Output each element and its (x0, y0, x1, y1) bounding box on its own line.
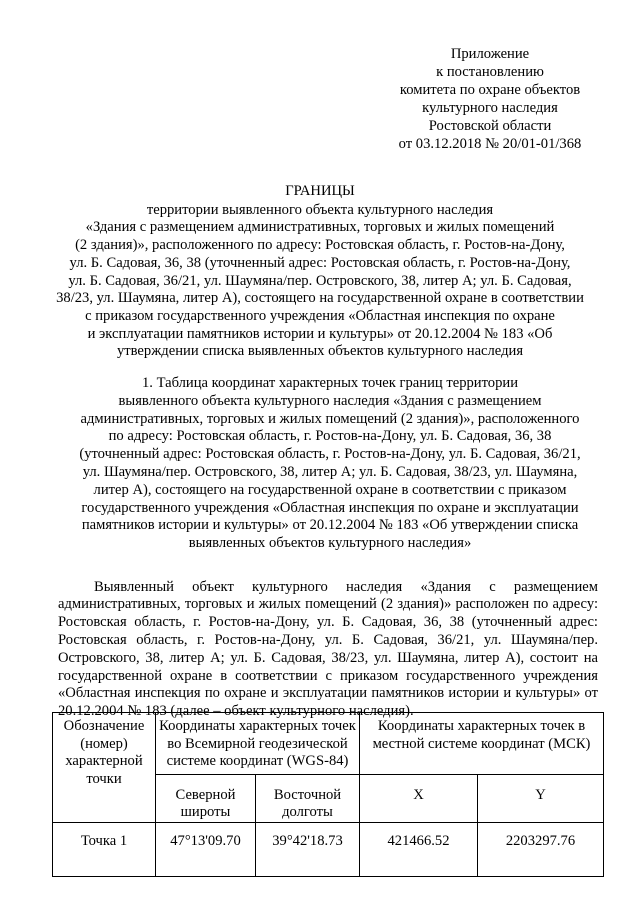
caption-line: административных, торговых и жилых помещений (2 здания)», расположенного (80, 410, 580, 427)
title-line: и эксплуатации памятников истории и культуры» от 20.12.2004 № 183 «Об (87, 325, 553, 342)
title-line: (2 здания)», расположенного по адресу: Ростовская область, г. Ростов-на-Дону, (75, 237, 565, 254)
caption-line: выявленного объекта культурного наследия «Здания с размещением (118, 392, 542, 409)
title-line: утверждении списка выявленных объектов культурного наследия (116, 343, 524, 360)
document-title (40, 183, 600, 361)
caption-line: выявленных объектов культурного наследия» (188, 535, 472, 552)
subheader-east: Восточной долготы (256, 774, 360, 822)
appendix-header (380, 45, 600, 153)
caption-line: (уточненный адрес: Ростовская область, г. Ростов-на-Дону, ул. Б. Садовая, 36/21, (79, 446, 581, 463)
title-line: 38/23, ул. Шаумяна, литер А), состоящего на государственной охране в соответствии (56, 290, 584, 307)
caption-line: 1. Таблица координат характерных точек границ территории (141, 375, 519, 391)
appendix-line: от 03.12.2018 № 20/01-01/368 (398, 136, 582, 152)
cell-north: 47°13'09.70 (156, 822, 256, 876)
appendix-line: комитета по охране объектов (399, 82, 581, 98)
header-msk: Координаты характерных точек в местной системе координат (МСК) (360, 713, 604, 775)
caption-line: ул. Шаумяна/пер. Островского, 38, литер А; ул. Б. Садовая, 38/23, ул. Шаумяна, (82, 463, 578, 480)
subheader-north: Северной широты (156, 774, 256, 822)
header-designation: Обозначение (номер) характерной точки (53, 713, 156, 823)
cell-y: 2203297.76 (478, 822, 604, 876)
cell-point: Точка 1 (53, 822, 156, 876)
title-heading: ГРАНИЦЫ (285, 183, 355, 199)
table-row (53, 822, 604, 876)
title-line: территории выявленного объекта культурного наследия (146, 201, 494, 218)
caption-line: государственного учреждения «Областная инспекция по охране и эксплуатации (81, 499, 579, 516)
header-wgs: Координаты характерных точек во Всемирной геодезической системе координат (WGS-84) (156, 713, 360, 775)
caption-line: литер А), состоящего на государственной охране в соответствии с приказом (93, 481, 567, 498)
caption-line: памятников истории и культуры» от 20.12.2004 № 183 «Об утверждении списка (81, 517, 579, 534)
title-line: ул. Б. Садовая, 36, 38 (уточненный адрес: Ростовская область, г. Ростов-на-Дону, (69, 254, 571, 271)
appendix-line: культурного наследия (422, 100, 558, 116)
appendix-line: Ростовской области (428, 118, 552, 134)
subheader-y: Y (478, 774, 604, 822)
cell-x: 421466.52 (360, 822, 478, 876)
cell-east: 39°42'18.73 (256, 822, 360, 876)
appendix-line: к постановлению (436, 64, 544, 80)
caption-line: по адресу: Ростовская область, г. Ростов-на-Дону, ул. Б. Садовая, 36, 38 (108, 428, 552, 445)
appendix-line: Приложение (450, 46, 530, 62)
coordinates-table (52, 712, 604, 877)
table-header-row (53, 713, 604, 775)
subheader-x: X (360, 774, 478, 822)
title-line: «Здания с размещением административных, торговых и жилых помещений (85, 219, 555, 236)
table-caption (60, 375, 600, 553)
title-line: с приказом государственного учреждения «Областная инспекция по охране (85, 307, 555, 324)
intro-paragraph: Выявленный объект культурного наследия «Здания с размещением административных, торговых и жилых помещений (2 здания)» расположен по адресу: Ростовская область, г. Ростов-на-Дону, ул. Б. Садовая, 36, 38 (уточненный адрес: Ростовская область, г. Ростов-на-Дону, ул. Б. Садовая, 36/21, ул. Шаумяна/пер. Островского, 38, литер А; ул. Б. Садовая, 38/23, ул. Шаумяна, литер А), состоит на государственной охране в соответствии с приказом государственного учреждения «Областная инспекция по охране и эксплуатации памятников истории и культуры» от 20.12.2004 № 183 (далее – объект культурного наследия). (58, 578, 598, 720)
title-line: ул. Б. Садовая, 36/21, ул. Шаумяна/пер. Островского, 38, литер А; ул. Б. Садовая, (68, 272, 572, 289)
